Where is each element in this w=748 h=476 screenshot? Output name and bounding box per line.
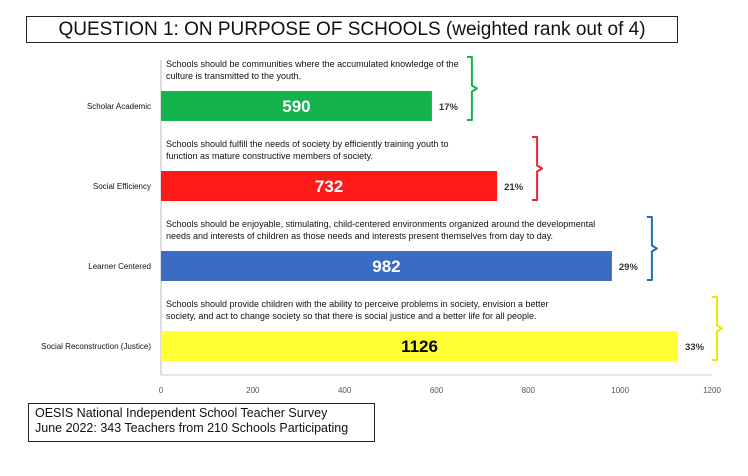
percent-label: 17% bbox=[438, 102, 458, 113]
x-tick-label: 0 bbox=[158, 386, 164, 395]
x-tick-label: 1000 bbox=[611, 386, 630, 395]
category-description: society, and act to change society so that there is social justice and a better life for all people. bbox=[166, 311, 537, 321]
x-tick-label: 1200 bbox=[703, 386, 721, 395]
x-tick-label: 200 bbox=[246, 386, 260, 395]
category-description: Schools should provide children with the ability to perceive problems in society, envision a better bbox=[166, 299, 549, 309]
category-description: Schools should be communities where the accumulated knowledge of the bbox=[166, 59, 459, 69]
source-line-1: OESIS National Independent School Teacher Survey bbox=[35, 406, 328, 420]
category-description: Schools should be enjoyable, stimulating, child-centered environments organized around the developmental bbox=[166, 219, 596, 229]
bar-value-label: 590 bbox=[282, 97, 311, 117]
x-tick-label: 400 bbox=[337, 386, 352, 395]
bracket-icon bbox=[532, 137, 542, 200]
bar-value-label: 732 bbox=[314, 177, 344, 197]
category-label: Learner Centered bbox=[88, 262, 151, 271]
bracket-icon bbox=[647, 217, 657, 280]
category-description: function as mature constructive members of society. bbox=[166, 151, 373, 161]
percent-label: 29% bbox=[618, 262, 638, 273]
category-label: Social Efficiency bbox=[92, 182, 151, 191]
category-description: Schools should fulfill the needs of society by efficiently training youth to bbox=[166, 139, 449, 149]
category-description: culture is transmitted to the youth. bbox=[166, 71, 302, 81]
x-tick-label: 800 bbox=[521, 386, 536, 395]
source-note bbox=[28, 403, 375, 442]
bracket-icon bbox=[712, 297, 722, 360]
source-line-2: June 2022: 343 Teachers from 210 Schools Participating bbox=[35, 421, 349, 435]
percent-label: 21% bbox=[504, 182, 524, 193]
percent-label: 33% bbox=[685, 342, 705, 353]
x-tick-label: 600 bbox=[429, 386, 444, 395]
bar-value-label: 982 bbox=[372, 257, 401, 277]
bar-value-label: 1126 bbox=[401, 337, 438, 357]
category-description: needs and interests of children as those needs and interests present themselves from day to day. bbox=[166, 231, 554, 241]
chart-title: QUESTION 1: ON PURPOSE OF SCHOOLS (weighted rank out of 4) bbox=[26, 16, 678, 43]
bracket-icon bbox=[467, 57, 477, 120]
category-label: Scholar Academic bbox=[86, 102, 151, 111]
category-label: Social Reconstruction (Justice) bbox=[41, 342, 151, 351]
